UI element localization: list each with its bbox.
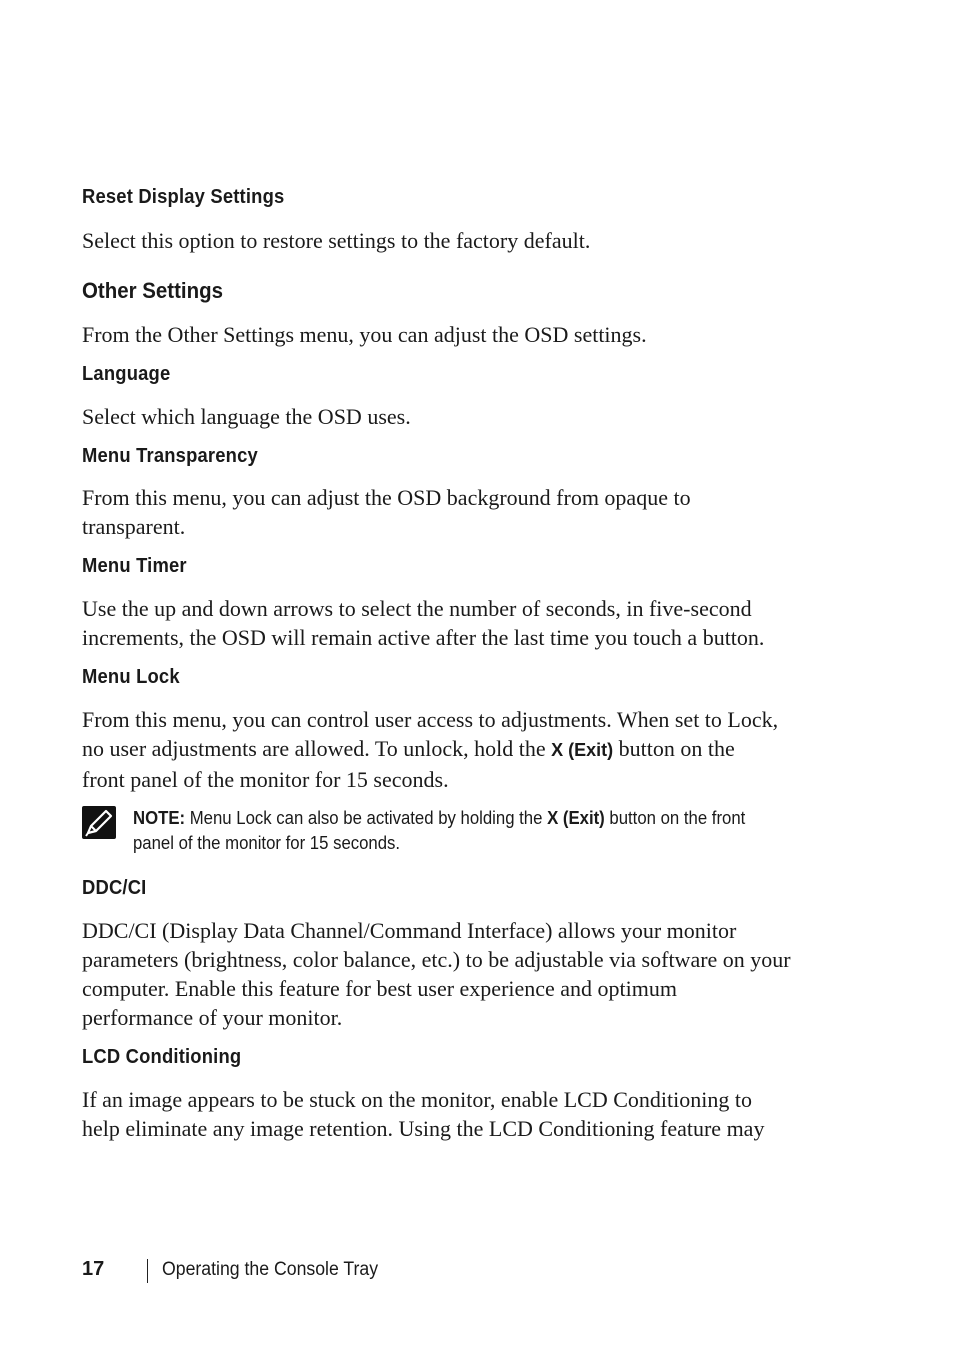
ddc-ci-text (82, 916, 852, 1032)
text-line: computer. Enable this feature for best user experience and optimum (82, 976, 678, 1001)
text-line: From this menu, you can control user access to adjustments. When set to Lock, (82, 707, 779, 732)
text-line (82, 734, 852, 765)
page-number: 17 (82, 1258, 105, 1280)
reset-display-settings-heading: Reset Display Settings (82, 186, 285, 208)
menu-timer-heading: Menu Timer (82, 555, 187, 577)
footer-divider (147, 1259, 148, 1283)
text-line: help eliminate any image retention. Using the LCD Conditioning feature may (82, 1116, 765, 1141)
text-line: performance of your monitor. (82, 1005, 343, 1030)
text-line: front panel of the monitor for 15 seconds. (82, 767, 449, 792)
exit-key-label: X (Exit) (547, 808, 605, 828)
other-settings-heading: Other Settings (82, 278, 223, 303)
menu-lock-text (82, 705, 852, 794)
text-line: DDC/CI (Display Data Channel/Command Interface) allows your monitor (82, 918, 737, 943)
note-line: panel of the monitor for 15 seconds. (133, 833, 401, 853)
menu-timer-text (82, 594, 852, 652)
text-line: Select this option to restore settings to the factory default. (82, 228, 591, 253)
pencil-note-icon (82, 806, 116, 839)
other-settings-text (82, 320, 852, 349)
language-heading: Language (82, 363, 171, 385)
text-fragment: no user adjustments are allowed. To unlock, hold the (82, 736, 552, 761)
footer-section-title: Operating the Console Tray (162, 1259, 379, 1280)
text-line: increments, the OSD will remain active after the last time you touch a button. (82, 625, 765, 650)
note-box (133, 806, 853, 856)
menu-lock-heading: Menu Lock (82, 666, 180, 688)
text-line: parameters (brightness, color balance, etc.) to be adjustable via software on your (82, 947, 791, 972)
text-line: If an image appears to be stuck on the monitor, enable LCD Conditioning to (82, 1087, 752, 1112)
text-line: From this menu, you can adjust the OSD background from opaque to (82, 485, 691, 510)
ddc-ci-heading: DDC/CI (82, 877, 147, 899)
text-line: From the Other Settings menu, you can adjust the OSD settings. (82, 322, 647, 347)
text-fragment: button on the front (604, 808, 746, 828)
lcd-conditioning-heading: LCD Conditioning (82, 1046, 242, 1068)
text-line: Use the up and down arrows to select the number of seconds, in five-second (82, 596, 752, 621)
language-text (82, 402, 852, 431)
lcd-conditioning-text (82, 1085, 852, 1143)
note-label: NOTE: (133, 808, 186, 828)
text-line: transparent. (82, 514, 186, 539)
text-fragment: Menu Lock can also be activated by holding the (185, 808, 548, 828)
exit-key-label: X (Exit) (551, 740, 614, 760)
reset-display-settings-text (82, 226, 852, 255)
menu-transparency-heading: Menu Transparency (82, 445, 258, 467)
text-fragment: button on the (613, 736, 735, 761)
menu-transparency-text (82, 483, 852, 541)
text-line: Select which language the OSD uses. (82, 404, 411, 429)
note-line (133, 806, 803, 831)
